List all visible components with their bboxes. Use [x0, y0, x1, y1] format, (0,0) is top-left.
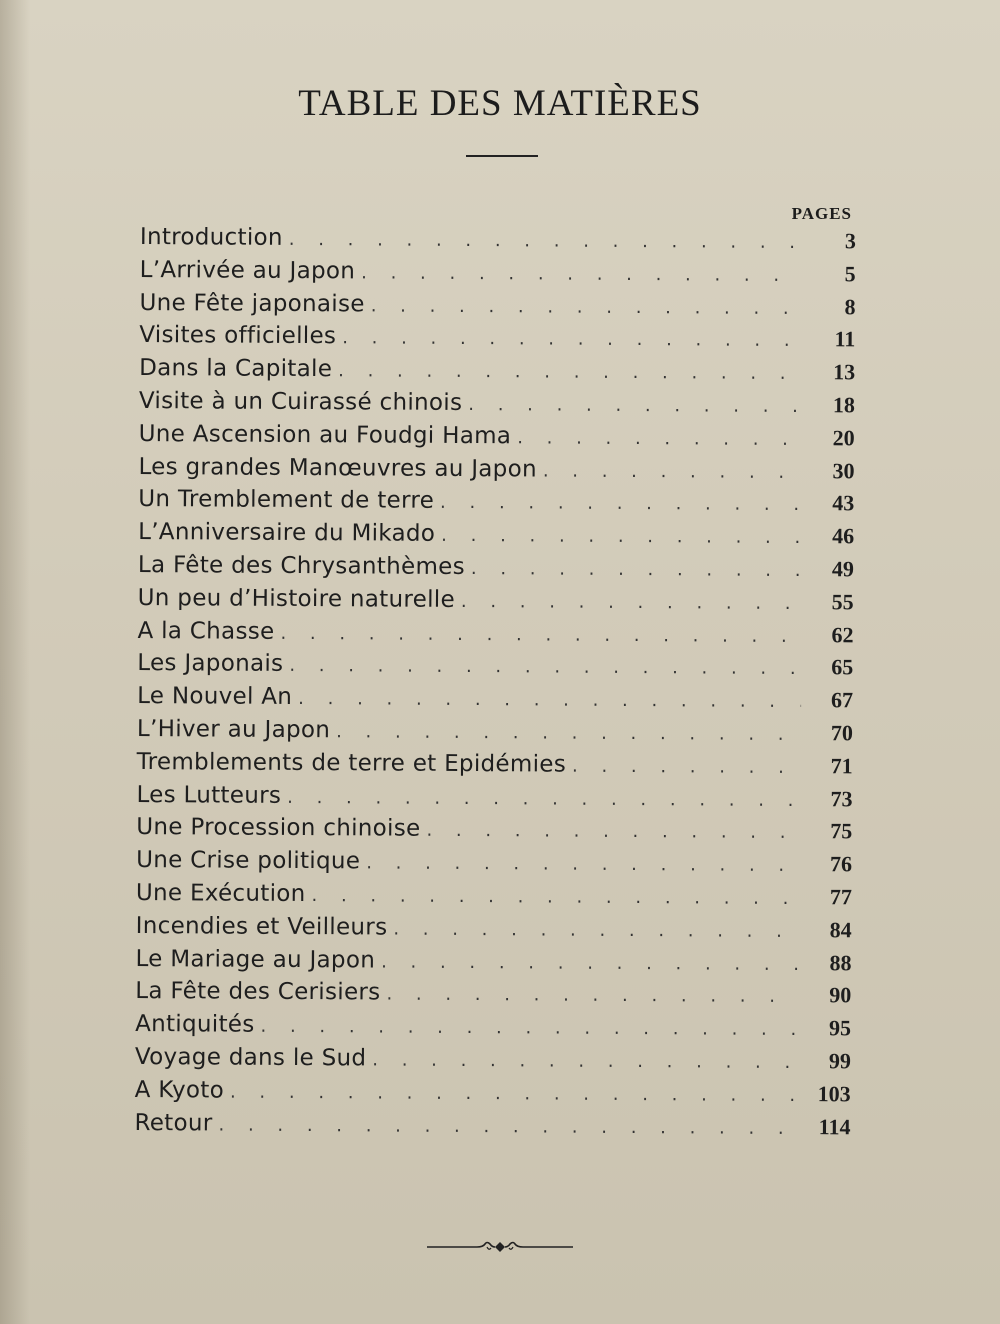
- dot-leader: [461, 591, 802, 614]
- dot-leader: [386, 984, 799, 1008]
- toc-entry-page-number: 99: [828, 1048, 851, 1074]
- toc-entry-page-number: 90: [829, 982, 852, 1008]
- dot-leader: [440, 492, 802, 515]
- toc-entry-page-number: 76: [830, 851, 853, 877]
- dot-leader: [218, 1114, 798, 1139]
- dot-leader: [342, 328, 803, 352]
- dot-leader: [336, 721, 801, 745]
- toc-entry-title: Les Lutteurs: [136, 781, 282, 809]
- toc-entry-title: Une Ascension au Foudgi Hama: [138, 420, 512, 450]
- toc-entry: [136, 913, 852, 950]
- dot-leader: [471, 558, 802, 581]
- pages-column-header: PAGES: [791, 204, 852, 223]
- toc-entry-title: Le Mariage au Japon: [135, 945, 376, 973]
- dot-leader: [572, 755, 801, 777]
- toc-entry-page-number: 95: [829, 1015, 852, 1041]
- dot-leader: [289, 229, 804, 253]
- toc-entry-page-number: 84: [829, 916, 852, 943]
- toc-entry: [138, 519, 854, 556]
- toc-entry: [137, 650, 853, 687]
- toc-entry-page-number: 30: [832, 457, 855, 483]
- toc-entry-title: La Fête des Cerisiers: [135, 978, 381, 1006]
- toc-entry-page-number: 11: [834, 326, 856, 352]
- dot-leader: [468, 394, 803, 417]
- toc-entry-title: Les grandes Manœuvres au Japon: [138, 453, 537, 483]
- toc-entry: [135, 1077, 851, 1114]
- dot-leader: [393, 918, 799, 941]
- toc-entry: [136, 814, 852, 851]
- toc-entry: [135, 978, 851, 1015]
- toc-entry-title: Une Fête japonaise: [139, 289, 365, 317]
- toc-entry-page-number: 13: [833, 359, 856, 385]
- dot-leader: [381, 951, 799, 975]
- toc-entry: [139, 290, 855, 327]
- toc-entry: [134, 1109, 850, 1146]
- dot-leader: [517, 427, 803, 450]
- toc-entry: [135, 946, 851, 983]
- toc-entry-title: A Kyoto: [134, 1076, 225, 1104]
- toc-entry-page-number: 88: [829, 949, 852, 975]
- toc-entry: [139, 322, 855, 359]
- toc-entry: [138, 454, 854, 491]
- toc-entry-title: La Fête des Chrysanthèmes: [137, 551, 466, 580]
- toc-entry-title: Un peu d’Histoire naturelle: [137, 584, 456, 613]
- toc-entry-page-number: 65: [831, 654, 854, 680]
- toc-entry: [136, 880, 852, 917]
- title-rule: [466, 155, 538, 157]
- toc-entry-page-number: 55: [831, 588, 854, 615]
- toc-entry: [136, 847, 852, 884]
- dot-leader: [280, 622, 801, 646]
- toc-entry-page-number: 20: [832, 425, 855, 451]
- toc-entry-page-number: 75: [830, 818, 853, 844]
- ornament-divider-icon: [425, 1236, 575, 1258]
- toc-entry-title: Antiquités: [135, 1011, 255, 1038]
- dot-leader: [298, 688, 801, 712]
- toc-entry-page-number: 3: [844, 228, 856, 254]
- toc-entry-page-number: 8: [844, 293, 856, 319]
- toc-entry: [135, 1044, 851, 1081]
- toc-entry: [136, 782, 852, 819]
- toc-entry: [135, 1011, 851, 1048]
- toc-entry-title: L’Anniversaire du Mikado: [138, 519, 436, 547]
- toc-entry: [139, 421, 855, 458]
- toc-entry-title: Dans la Capitale: [139, 355, 333, 383]
- toc-entry: [139, 388, 855, 425]
- dot-leader: [311, 885, 799, 909]
- dot-leader: [366, 853, 800, 877]
- toc-entry-title: Une Procession chinoise: [136, 814, 421, 843]
- toc-entry: [140, 224, 856, 261]
- toc-entry-title: Voyage dans le Sud: [134, 1043, 367, 1072]
- dot-leader: [287, 786, 800, 810]
- dot-leader: [338, 360, 803, 384]
- toc-entry-title: Le Nouvel An: [137, 683, 293, 711]
- toc-entry: [138, 486, 854, 523]
- toc-entry: [137, 683, 853, 720]
- toc-entry-title: Visites officielles: [139, 322, 337, 350]
- toc-entry-title: L’Hiver au Japon: [136, 715, 331, 744]
- toc-entry: [138, 585, 854, 622]
- dot-leader: [372, 1049, 799, 1073]
- toc-entry-page-number: 5: [844, 261, 856, 287]
- dot-leader: [543, 460, 803, 483]
- dot-leader: [260, 1016, 799, 1040]
- toc-entry-title: A la Chasse: [137, 617, 275, 645]
- toc-entry-page-number: 103: [817, 1080, 851, 1107]
- toc-entry-page-number: 114: [818, 1113, 851, 1139]
- dot-leader: [289, 655, 801, 679]
- dot-leader: [441, 525, 802, 548]
- toc-entry-title: Une Crise politique: [136, 847, 361, 875]
- toc-entry: [137, 618, 853, 655]
- toc-entry-page-number: 77: [829, 884, 852, 910]
- dot-leader: [426, 820, 800, 843]
- toc-entry: [138, 552, 854, 589]
- toc-entry-title: L’Arrivée au Japon: [139, 256, 356, 285]
- dot-leader: [361, 262, 804, 286]
- page-title: TABLE DES MATIÈRES: [298, 83, 702, 124]
- toc-entry-title: Une Exécution: [135, 879, 306, 907]
- toc-entry-title: Retour: [134, 1109, 213, 1136]
- toc-entry-title: Un Tremblement de terre: [138, 486, 435, 515]
- toc-entry-title: Tremblements de terre et Epidémies: [136, 748, 567, 778]
- toc-entry-title: Introduction: [139, 224, 283, 251]
- toc-entry-page-number: 46: [832, 523, 855, 549]
- toc-entry: [137, 716, 853, 753]
- dot-leader: [230, 1081, 799, 1105]
- dot-leader: [371, 295, 804, 319]
- toc-entry-title: Visite à un Cuirassé chinois: [138, 387, 463, 416]
- toc-entry-page-number: 71: [830, 752, 853, 779]
- toc-entry-page-number: 67: [831, 687, 854, 713]
- toc-entry-page-number: 62: [831, 621, 854, 647]
- toc-entry: [137, 749, 853, 786]
- toc-entry: [140, 257, 856, 294]
- table-of-contents: [134, 224, 856, 1147]
- toc-entry-page-number: 49: [831, 556, 854, 582]
- toc-entry-page-number: 18: [832, 392, 855, 418]
- toc-entry-page-number: 70: [830, 720, 853, 746]
- toc-entry-page-number: 73: [830, 785, 853, 811]
- toc-entry-page-number: 43: [832, 490, 855, 516]
- toc-entry: [139, 355, 855, 392]
- toc-entry-title: Les Japonais: [137, 650, 284, 678]
- toc-entry-title: Incendies et Veilleurs: [135, 912, 388, 941]
